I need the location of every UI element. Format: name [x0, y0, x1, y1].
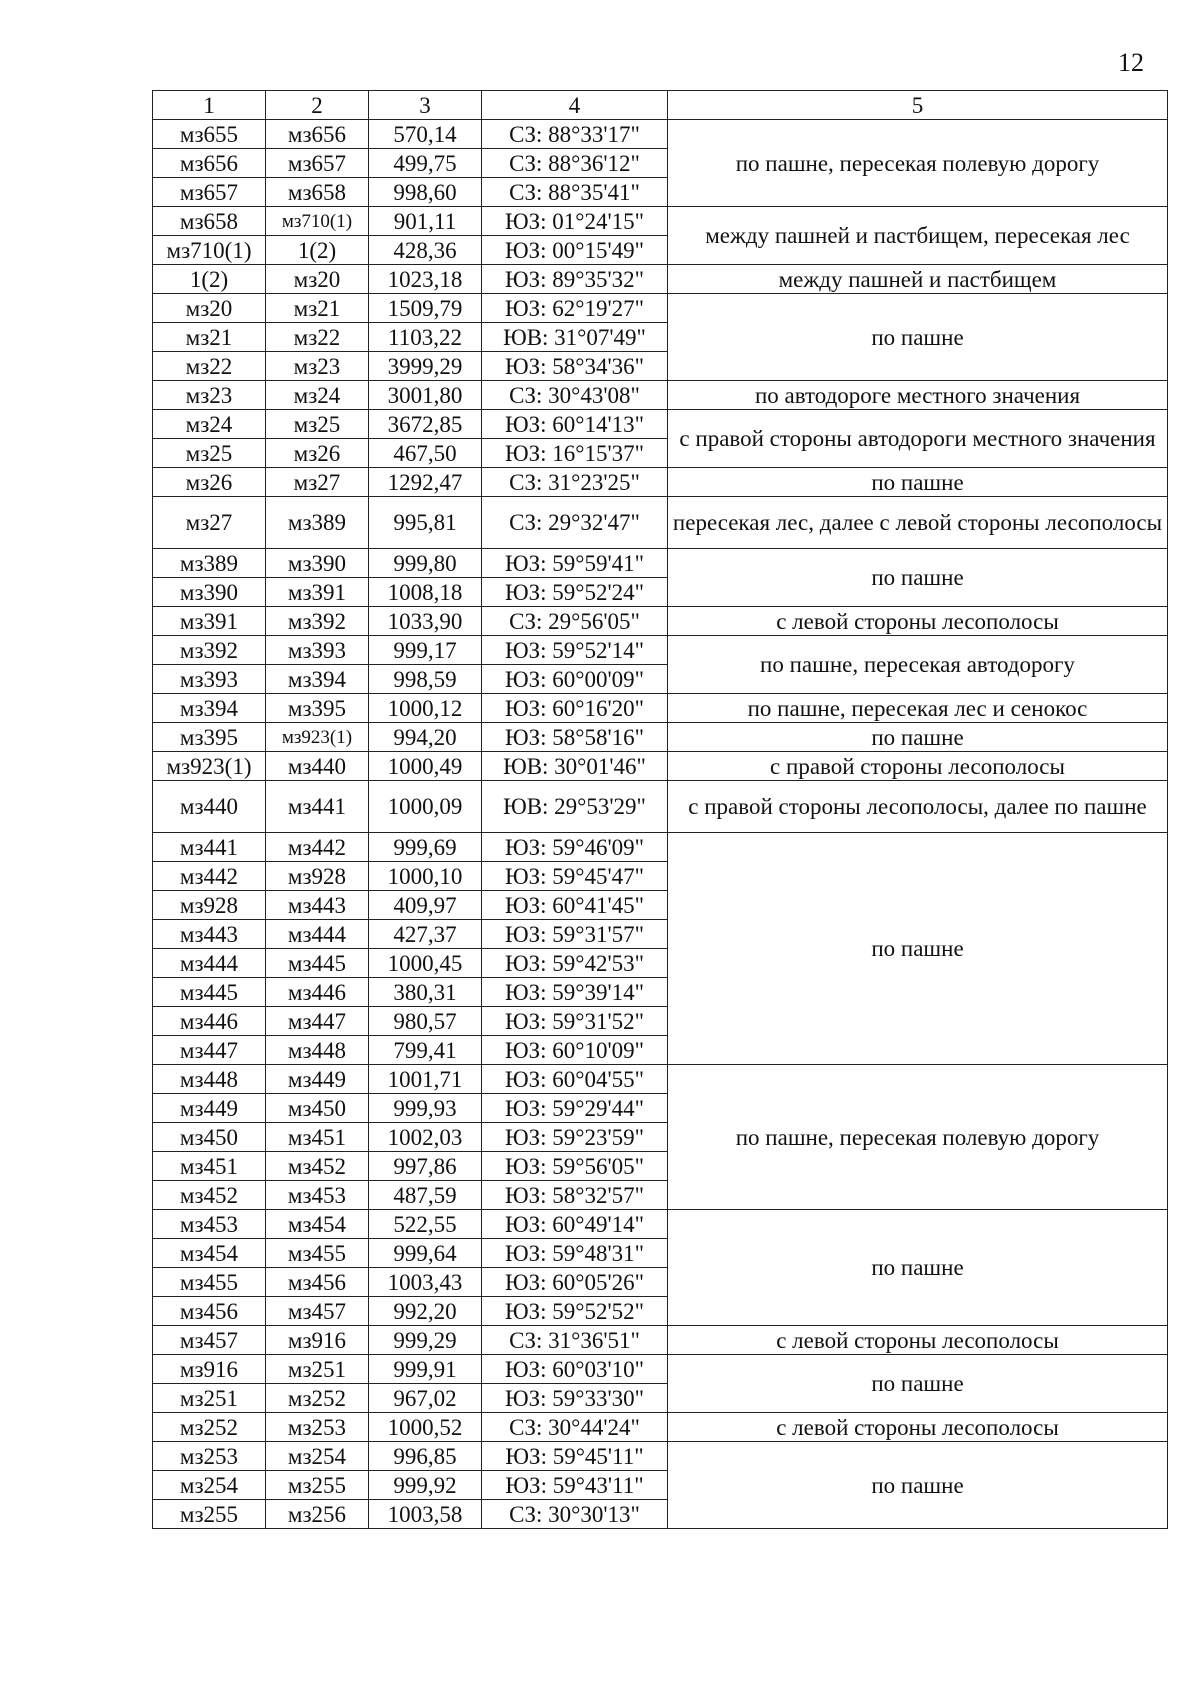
table-row [153, 607, 1168, 636]
from-point-cell: мз391 [153, 607, 266, 636]
from-point-cell: мз455 [153, 1268, 266, 1297]
distance-cell: 427,37 [369, 920, 482, 949]
description-cell: по пашне [668, 833, 1168, 1065]
bearing-cell: ЮЗ: 62°19'27" [482, 294, 668, 323]
bearing-cell: СЗ: 30°43'08" [482, 381, 668, 410]
distance-cell: 3999,29 [369, 352, 482, 381]
distance-cell: 1103,22 [369, 323, 482, 352]
distance-cell: 3672,85 [369, 410, 482, 439]
from-point-cell: мз254 [153, 1471, 266, 1500]
bearing-cell: СЗ: 88°33'17" [482, 120, 668, 149]
description-cell: по пашне, пересекая полевую дорогу [668, 1065, 1168, 1210]
distance-cell: 1000,49 [369, 752, 482, 781]
from-point-cell: мз255 [153, 1500, 266, 1529]
from-point-cell: мз21 [153, 323, 266, 352]
distance-cell: 1000,45 [369, 949, 482, 978]
table-row [153, 410, 1168, 439]
distance-cell: 999,69 [369, 833, 482, 862]
bearing-cell: ЮЗ: 00°15'49" [482, 236, 668, 265]
from-point-cell: 1(2) [153, 265, 266, 294]
from-point-cell: мз449 [153, 1094, 266, 1123]
bearing-cell: ЮЗ: 59°29'44" [482, 1094, 668, 1123]
to-point-cell: мз254 [266, 1442, 369, 1471]
to-point-cell: мз256 [266, 1500, 369, 1529]
to-point-cell: мз451 [266, 1123, 369, 1152]
distance-cell: 3001,80 [369, 381, 482, 410]
description-cell: по автодороге местного значения [668, 381, 1168, 410]
description-cell: по пашне, пересекая полевую дорогу [668, 120, 1168, 207]
to-point-cell: мз253 [266, 1413, 369, 1442]
distance-cell: 998,59 [369, 665, 482, 694]
bearing-cell: ЮЗ: 59°42'53" [482, 949, 668, 978]
from-point-cell: мз457 [153, 1326, 266, 1355]
bearing-cell: ЮЗ: 59°23'59" [482, 1123, 668, 1152]
from-point-cell: мз916 [153, 1355, 266, 1384]
distance-cell: 967,02 [369, 1384, 482, 1413]
to-point-cell: мз255 [266, 1471, 369, 1500]
table-row [153, 1065, 1168, 1094]
distance-cell: 428,36 [369, 236, 482, 265]
header-cell-4: 4 [482, 91, 668, 120]
bearing-cell: ЮВ: 30°01'46" [482, 752, 668, 781]
bearing-cell: ЮЗ: 59°33'30" [482, 1384, 668, 1413]
distance-cell: 999,29 [369, 1326, 482, 1355]
description-cell: по пашне [668, 1442, 1168, 1529]
bearing-cell: ЮЗ: 58°32'57" [482, 1181, 668, 1210]
to-point-cell: 1(2) [266, 236, 369, 265]
to-point-cell: мз25 [266, 410, 369, 439]
to-point-cell: мз20 [266, 265, 369, 294]
bearing-cell: ЮЗ: 60°03'10" [482, 1355, 668, 1384]
distance-cell: 499,75 [369, 149, 482, 178]
table-row [153, 723, 1168, 752]
distance-cell: 1008,18 [369, 578, 482, 607]
distance-cell: 998,60 [369, 178, 482, 207]
to-point-cell: мз393 [266, 636, 369, 665]
bearing-cell: СЗ: 29°32'47" [482, 497, 668, 549]
to-point-cell: мз710(1) [266, 207, 369, 236]
to-point-cell: мз389 [266, 497, 369, 549]
table-row [153, 120, 1168, 149]
distance-cell: 1000,10 [369, 862, 482, 891]
to-point-cell: мз27 [266, 468, 369, 497]
bearing-cell: ЮЗ: 59°31'57" [482, 920, 668, 949]
to-point-cell: мз391 [266, 578, 369, 607]
bearing-cell: ЮЗ: 59°43'11" [482, 1471, 668, 1500]
distance-cell: 995,81 [369, 497, 482, 549]
from-point-cell: мз456 [153, 1297, 266, 1326]
bearing-cell: ЮЗ: 59°39'14" [482, 978, 668, 1007]
distance-cell: 1292,47 [369, 468, 482, 497]
to-point-cell: мз658 [266, 178, 369, 207]
from-point-cell: мз251 [153, 1384, 266, 1413]
table-row [153, 497, 1168, 549]
from-point-cell: мз444 [153, 949, 266, 978]
bearing-cell: ЮЗ: 60°05'26" [482, 1268, 668, 1297]
table-row [153, 694, 1168, 723]
header-cell-1: 1 [153, 91, 266, 120]
from-point-cell: мз390 [153, 578, 266, 607]
table-row [153, 781, 1168, 833]
bearing-cell: ЮЗ: 16°15'37" [482, 439, 668, 468]
bearing-cell: ЮЗ: 60°00'09" [482, 665, 668, 694]
from-point-cell: мз443 [153, 920, 266, 949]
from-point-cell: мз23 [153, 381, 266, 410]
to-point-cell: мз450 [266, 1094, 369, 1123]
to-point-cell: мз252 [266, 1384, 369, 1413]
bearing-cell: ЮЗ: 59°48'31" [482, 1239, 668, 1268]
bearing-cell: ЮЗ: 59°52'14" [482, 636, 668, 665]
bearing-cell: ЮЗ: 59°45'47" [482, 862, 668, 891]
to-point-cell: мз454 [266, 1210, 369, 1239]
from-point-cell: мз24 [153, 410, 266, 439]
table-row [153, 549, 1168, 578]
distance-cell: 799,41 [369, 1036, 482, 1065]
to-point-cell: мз455 [266, 1239, 369, 1268]
bearing-cell: ЮВ: 31°07'49" [482, 323, 668, 352]
distance-cell: 1000,12 [369, 694, 482, 723]
distance-cell: 1033,90 [369, 607, 482, 636]
header-cell-3: 3 [369, 91, 482, 120]
to-point-cell: мз456 [266, 1268, 369, 1297]
from-point-cell: мз928 [153, 891, 266, 920]
from-point-cell: мз655 [153, 120, 266, 149]
bearing-cell: ЮЗ: 59°45'11" [482, 1442, 668, 1471]
from-point-cell: мз389 [153, 549, 266, 578]
description-cell: по пашне [668, 723, 1168, 752]
from-point-cell: мз395 [153, 723, 266, 752]
distance-cell: 380,31 [369, 978, 482, 1007]
header-row [153, 91, 1168, 120]
bearing-cell: ЮЗ: 89°35'32" [482, 265, 668, 294]
distance-cell: 901,11 [369, 207, 482, 236]
from-point-cell: мз454 [153, 1239, 266, 1268]
from-point-cell: мз394 [153, 694, 266, 723]
to-point-cell: мз444 [266, 920, 369, 949]
bearing-cell: ЮЗ: 58°58'16" [482, 723, 668, 752]
distance-cell: 1509,79 [369, 294, 482, 323]
bearing-cell: ЮЗ: 59°46'09" [482, 833, 668, 862]
description-cell: пересекая лес, далее с левой стороны лесополосы [668, 497, 1168, 549]
from-point-cell: мз710(1) [153, 236, 266, 265]
description-cell: по пашне, пересекая автодорогу [668, 636, 1168, 694]
distance-cell: 1000,52 [369, 1413, 482, 1442]
to-point-cell: мз22 [266, 323, 369, 352]
boundary-table [152, 90, 1168, 1529]
from-point-cell: мз450 [153, 1123, 266, 1152]
table-row [153, 752, 1168, 781]
bearing-cell: ЮЗ: 59°31'52" [482, 1007, 668, 1036]
description-cell: с левой стороны лесополосы [668, 1326, 1168, 1355]
from-point-cell: мз656 [153, 149, 266, 178]
distance-cell: 999,91 [369, 1355, 482, 1384]
description-cell: с правой стороны лесополосы [668, 752, 1168, 781]
distance-cell: 999,64 [369, 1239, 482, 1268]
from-point-cell: мз446 [153, 1007, 266, 1036]
from-point-cell: мз20 [153, 294, 266, 323]
description-cell: между пашней и пастбищем [668, 265, 1168, 294]
table-row [153, 1355, 1168, 1384]
from-point-cell: мз658 [153, 207, 266, 236]
header-cell-5: 5 [668, 91, 1168, 120]
to-point-cell: мз442 [266, 833, 369, 862]
to-point-cell: мз657 [266, 149, 369, 178]
bearing-cell: ЮЗ: 01°24'15" [482, 207, 668, 236]
description-cell: по пашне [668, 468, 1168, 497]
from-point-cell: мз252 [153, 1413, 266, 1442]
to-point-cell: мз923(1) [266, 723, 369, 752]
description-cell: между пашней и пастбищем, пересекая лес [668, 207, 1168, 265]
to-point-cell: мз916 [266, 1326, 369, 1355]
from-point-cell: мз442 [153, 862, 266, 891]
to-point-cell: мз446 [266, 978, 369, 1007]
distance-cell: 999,17 [369, 636, 482, 665]
description-cell: по пашне [668, 549, 1168, 607]
distance-cell: 996,85 [369, 1442, 482, 1471]
to-point-cell: мз928 [266, 862, 369, 891]
table-row [153, 294, 1168, 323]
bearing-cell: ЮЗ: 58°34'36" [482, 352, 668, 381]
distance-cell: 1003,58 [369, 1500, 482, 1529]
distance-cell: 999,80 [369, 549, 482, 578]
description-cell: по пашне, пересекая лес и сенокос [668, 694, 1168, 723]
distance-cell: 522,55 [369, 1210, 482, 1239]
from-point-cell: мз27 [153, 497, 266, 549]
distance-cell: 994,20 [369, 723, 482, 752]
bearing-cell: СЗ: 31°23'25" [482, 468, 668, 497]
bearing-cell: СЗ: 88°35'41" [482, 178, 668, 207]
distance-cell: 1003,43 [369, 1268, 482, 1297]
distance-cell: 570,14 [369, 120, 482, 149]
bearing-cell: ЮЗ: 60°10'09" [482, 1036, 668, 1065]
bearing-cell: ЮЗ: 60°41'45" [482, 891, 668, 920]
to-point-cell: мз457 [266, 1297, 369, 1326]
to-point-cell: мз441 [266, 781, 369, 833]
to-point-cell: мз656 [266, 120, 369, 149]
description-cell: с левой стороны лесополосы [668, 607, 1168, 636]
bearing-cell: ЮЗ: 60°14'13" [482, 410, 668, 439]
from-point-cell: мз452 [153, 1181, 266, 1210]
from-point-cell: мз445 [153, 978, 266, 1007]
bearing-cell: ЮЗ: 59°59'41" [482, 549, 668, 578]
to-point-cell: мз390 [266, 549, 369, 578]
header-cell-2: 2 [266, 91, 369, 120]
to-point-cell: мз251 [266, 1355, 369, 1384]
description-cell: по пашне [668, 1210, 1168, 1326]
distance-cell: 980,57 [369, 1007, 482, 1036]
from-point-cell: мз447 [153, 1036, 266, 1065]
table-row [153, 207, 1168, 236]
table-row [153, 833, 1168, 862]
bearing-cell: ЮЗ: 59°56'05" [482, 1152, 668, 1181]
description-cell: с правой стороны автодороги местного значения [668, 410, 1168, 468]
bearing-cell: СЗ: 30°44'24" [482, 1413, 668, 1442]
from-point-cell: мз26 [153, 468, 266, 497]
to-point-cell: мз395 [266, 694, 369, 723]
to-point-cell: мз453 [266, 1181, 369, 1210]
bearing-cell: СЗ: 31°36'51" [482, 1326, 668, 1355]
table-row [153, 265, 1168, 294]
bearing-cell: ЮЗ: 60°16'20" [482, 694, 668, 723]
to-point-cell: мз392 [266, 607, 369, 636]
from-point-cell: мз253 [153, 1442, 266, 1471]
table-row [153, 1413, 1168, 1442]
table-body [153, 120, 1168, 1529]
bearing-cell: СЗ: 29°56'05" [482, 607, 668, 636]
bearing-cell: ЮЗ: 59°52'52" [482, 1297, 668, 1326]
distance-cell: 999,92 [369, 1471, 482, 1500]
table-row [153, 1210, 1168, 1239]
from-point-cell: мз451 [153, 1152, 266, 1181]
from-point-cell: мз657 [153, 178, 266, 207]
table-row [153, 1442, 1168, 1471]
distance-cell: 997,86 [369, 1152, 482, 1181]
description-cell: с левой стороны лесополосы [668, 1413, 1168, 1442]
from-point-cell: мз393 [153, 665, 266, 694]
distance-cell: 1023,18 [369, 265, 482, 294]
to-point-cell: мз23 [266, 352, 369, 381]
to-point-cell: мз26 [266, 439, 369, 468]
description-cell: по пашне [668, 294, 1168, 381]
from-point-cell: мз441 [153, 833, 266, 862]
to-point-cell: мз449 [266, 1065, 369, 1094]
distance-cell: 992,20 [369, 1297, 482, 1326]
distance-cell: 1001,71 [369, 1065, 482, 1094]
distance-cell: 1000,09 [369, 781, 482, 833]
table-row [153, 636, 1168, 665]
from-point-cell: мз448 [153, 1065, 266, 1094]
distance-cell: 409,97 [369, 891, 482, 920]
description-cell: с правой стороны лесополосы, далее по пашне [668, 781, 1168, 833]
bearing-cell: СЗ: 88°36'12" [482, 149, 668, 178]
from-point-cell: мз25 [153, 439, 266, 468]
table-row [153, 468, 1168, 497]
bearing-cell: ЮЗ: 59°52'24" [482, 578, 668, 607]
from-point-cell: мз923(1) [153, 752, 266, 781]
distance-cell: 999,93 [369, 1094, 482, 1123]
from-point-cell: мз22 [153, 352, 266, 381]
description-cell: по пашне [668, 1355, 1168, 1413]
to-point-cell: мз21 [266, 294, 369, 323]
to-point-cell: мз443 [266, 891, 369, 920]
bearing-cell: ЮВ: 29°53'29" [482, 781, 668, 833]
from-point-cell: мз392 [153, 636, 266, 665]
page-number: 12 [1118, 48, 1144, 77]
distance-cell: 467,50 [369, 439, 482, 468]
to-point-cell: мз394 [266, 665, 369, 694]
to-point-cell: мз440 [266, 752, 369, 781]
to-point-cell: мз447 [266, 1007, 369, 1036]
to-point-cell: мз24 [266, 381, 369, 410]
table-row [153, 381, 1168, 410]
bearing-cell: ЮЗ: 60°04'55" [482, 1065, 668, 1094]
distance-cell: 487,59 [369, 1181, 482, 1210]
from-point-cell: мз440 [153, 781, 266, 833]
table-row [153, 1326, 1168, 1355]
to-point-cell: мз452 [266, 1152, 369, 1181]
from-point-cell: мз453 [153, 1210, 266, 1239]
bearing-cell: СЗ: 30°30'13" [482, 1500, 668, 1529]
to-point-cell: мз445 [266, 949, 369, 978]
to-point-cell: мз448 [266, 1036, 369, 1065]
bearing-cell: ЮЗ: 60°49'14" [482, 1210, 668, 1239]
distance-cell: 1002,03 [369, 1123, 482, 1152]
